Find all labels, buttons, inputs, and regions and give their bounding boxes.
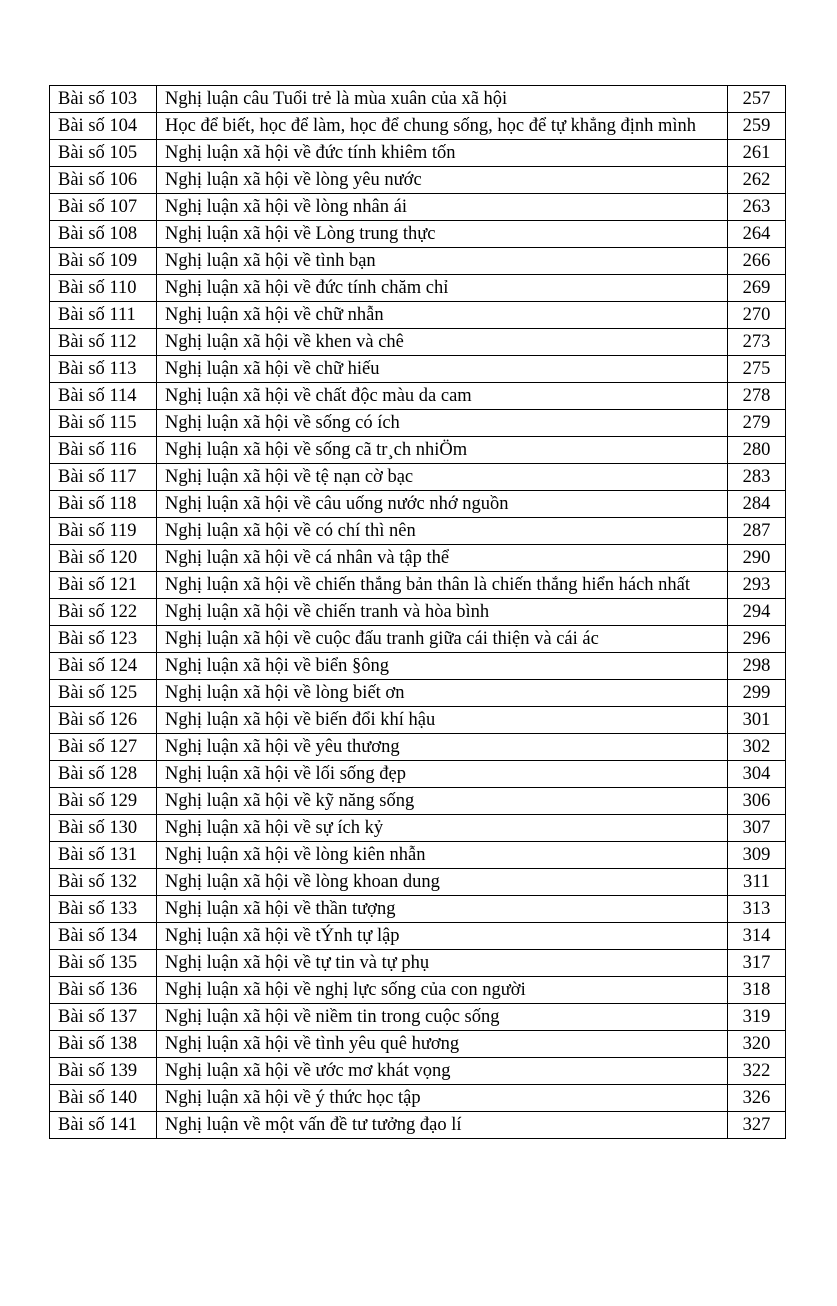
- entry-page: 280: [728, 437, 786, 464]
- entry-page: 313: [728, 896, 786, 923]
- toc-row: [50, 869, 786, 896]
- toc-row: [50, 194, 786, 221]
- entry-page: 259: [728, 113, 786, 140]
- entry-page: 270: [728, 302, 786, 329]
- entry-title: Nghị luận xã hội về khen và chê: [157, 329, 728, 356]
- toc-row: [50, 1112, 786, 1139]
- entry-page: 278: [728, 383, 786, 410]
- entry-number: Bài số 128: [50, 761, 157, 788]
- entry-page: 327: [728, 1112, 786, 1139]
- entry-title: Nghị luận xã hội về lòng nhân ái: [157, 194, 728, 221]
- toc-row: [50, 1031, 786, 1058]
- entry-title: Nghị luận xã hội về lòng yêu nước: [157, 167, 728, 194]
- toc-row: [50, 248, 786, 275]
- entry-number: Bài số 135: [50, 950, 157, 977]
- entry-page: 261: [728, 140, 786, 167]
- entry-title: Nghị luận xã hội về nghị lực sống của con người: [157, 977, 728, 1004]
- entry-title: Nghị luận xã hội về có chí thì nên: [157, 518, 728, 545]
- entry-title: Nghị luận về một vấn đề tư tưởng đạo lí: [157, 1112, 728, 1139]
- toc-row: [50, 437, 786, 464]
- entry-number: Bài số 116: [50, 437, 157, 464]
- entry-number: Bài số 118: [50, 491, 157, 518]
- toc-row: [50, 815, 786, 842]
- entry-title: Nghị luận xã hội về đức tính khiêm tốn: [157, 140, 728, 167]
- entry-number: Bài số 122: [50, 599, 157, 626]
- entry-page: 296: [728, 626, 786, 653]
- entry-page: 318: [728, 977, 786, 1004]
- entry-number: Bài số 125: [50, 680, 157, 707]
- entry-page: 311: [728, 869, 786, 896]
- entry-number: Bài số 134: [50, 923, 157, 950]
- entry-number: Bài số 123: [50, 626, 157, 653]
- toc-row: [50, 1058, 786, 1085]
- entry-page: 263: [728, 194, 786, 221]
- entry-title: Nghị luận xã hội về biển §ông: [157, 653, 728, 680]
- entry-title: Nghị luận xã hội về chất độc màu da cam: [157, 383, 728, 410]
- entry-title: Nghị luận xã hội về tệ nạn cờ bạc: [157, 464, 728, 491]
- entry-title: Nghị luận xã hội về Lòng trung thực: [157, 221, 728, 248]
- entry-page: 257: [728, 86, 786, 113]
- toc-row: [50, 86, 786, 113]
- toc-row: [50, 1085, 786, 1112]
- toc-row: [50, 167, 786, 194]
- entry-number: Bài số 114: [50, 383, 157, 410]
- entry-number: Bài số 117: [50, 464, 157, 491]
- entry-number: Bài số 119: [50, 518, 157, 545]
- entry-page: 306: [728, 788, 786, 815]
- toc-row: [50, 410, 786, 437]
- entry-page: 266: [728, 248, 786, 275]
- entry-page: 279: [728, 410, 786, 437]
- entry-number: Bài số 108: [50, 221, 157, 248]
- entry-title: Nghị luận xã hội về tình yêu quê hương: [157, 1031, 728, 1058]
- toc-row: [50, 383, 786, 410]
- toc-row: [50, 653, 786, 680]
- table-of-contents: [49, 85, 786, 1139]
- entry-number: Bài số 103: [50, 86, 157, 113]
- entry-title: Nghị luận xã hội về chiến thắng bản thân là chiến thắng hiển hách nhất: [157, 572, 728, 599]
- entry-number: Bài số 106: [50, 167, 157, 194]
- toc-row: [50, 491, 786, 518]
- entry-page: 322: [728, 1058, 786, 1085]
- entry-number: Bài số 112: [50, 329, 157, 356]
- toc-row: [50, 626, 786, 653]
- toc-row: [50, 572, 786, 599]
- entry-page: 275: [728, 356, 786, 383]
- entry-title: Nghị luận xã hội về sống cã tr¸ch nhiÖm: [157, 437, 728, 464]
- entry-number: Bài số 141: [50, 1112, 157, 1139]
- entry-title: Nghị luận xã hội về lối sống đẹp: [157, 761, 728, 788]
- toc-row: [50, 1004, 786, 1031]
- entry-title: Nghị luận xã hội về biến đổi khí hậu: [157, 707, 728, 734]
- entry-number: Bài số 138: [50, 1031, 157, 1058]
- toc-row: [50, 113, 786, 140]
- entry-number: Bài số 136: [50, 977, 157, 1004]
- entry-page: 298: [728, 653, 786, 680]
- entry-page: 269: [728, 275, 786, 302]
- entry-page: 262: [728, 167, 786, 194]
- entry-page: 304: [728, 761, 786, 788]
- entry-number: Bài số 137: [50, 1004, 157, 1031]
- entry-number: Bài số 107: [50, 194, 157, 221]
- toc-row: [50, 923, 786, 950]
- toc-row: [50, 734, 786, 761]
- entry-number: Bài số 132: [50, 869, 157, 896]
- entry-title: Nghị luận xã hội về chiến tranh và hòa bình: [157, 599, 728, 626]
- entry-title: Nghị luận xã hội về sống có ích: [157, 410, 728, 437]
- toc-row: [50, 680, 786, 707]
- entry-title: Học để biết, học để làm, học để chung sống, học để tự khẳng định mình: [157, 113, 728, 140]
- entry-page: 299: [728, 680, 786, 707]
- entry-title: Nghị luận xã hội về cuộc đấu tranh giữa cái thiện và cái ác: [157, 626, 728, 653]
- entry-title: Nghị luận xã hội về tÝnh tự lập: [157, 923, 728, 950]
- entry-number: Bài số 129: [50, 788, 157, 815]
- entry-number: Bài số 140: [50, 1085, 157, 1112]
- toc-row: [50, 356, 786, 383]
- entry-page: 290: [728, 545, 786, 572]
- toc-row: [50, 302, 786, 329]
- entry-title: Nghị luận xã hội về ý thức học tập: [157, 1085, 728, 1112]
- entry-page: 309: [728, 842, 786, 869]
- toc-row: [50, 761, 786, 788]
- entry-number: Bài số 124: [50, 653, 157, 680]
- entry-page: 283: [728, 464, 786, 491]
- entry-page: 264: [728, 221, 786, 248]
- entry-page: 326: [728, 1085, 786, 1112]
- entry-title: Nghị luận xã hội về tự tin và tự phụ: [157, 950, 728, 977]
- entry-number: Bài số 120: [50, 545, 157, 572]
- entry-page: 302: [728, 734, 786, 761]
- entry-title: Nghị luận xã hội về thần tượng: [157, 896, 728, 923]
- toc-row: [50, 977, 786, 1004]
- entry-number: Bài số 109: [50, 248, 157, 275]
- entry-title: Nghị luận xã hội về đức tính chăm chỉ: [157, 275, 728, 302]
- toc-row: [50, 842, 786, 869]
- entry-page: 314: [728, 923, 786, 950]
- toc-row: [50, 221, 786, 248]
- entry-number: Bài số 127: [50, 734, 157, 761]
- entry-number: Bài số 121: [50, 572, 157, 599]
- toc-body: [50, 86, 786, 1139]
- entry-number: Bài số 133: [50, 896, 157, 923]
- entry-title: Nghị luận xã hội về ước mơ khát vọng: [157, 1058, 728, 1085]
- entry-page: 307: [728, 815, 786, 842]
- entry-number: Bài số 126: [50, 707, 157, 734]
- toc-row: [50, 545, 786, 572]
- toc-row: [50, 140, 786, 167]
- entry-title: Nghị luận xã hội về cá nhân và tập thể: [157, 545, 728, 572]
- entry-title: Nghị luận xã hội về tình bạn: [157, 248, 728, 275]
- entry-page: 320: [728, 1031, 786, 1058]
- toc-row: [50, 950, 786, 977]
- entry-title: Nghị luận xã hội về chữ nhẫn: [157, 302, 728, 329]
- entry-page: 273: [728, 329, 786, 356]
- toc-row: [50, 464, 786, 491]
- entry-title: Nghị luận xã hội về sự ích kỷ: [157, 815, 728, 842]
- entry-number: Bài số 110: [50, 275, 157, 302]
- entry-title: Nghị luận xã hội về lòng biết ơn: [157, 680, 728, 707]
- toc-row: [50, 329, 786, 356]
- entry-number: Bài số 131: [50, 842, 157, 869]
- entry-number: Bài số 130: [50, 815, 157, 842]
- entry-title: Nghị luận câu Tuổi trẻ là mùa xuân của xã hội: [157, 86, 728, 113]
- entry-title: Nghị luận xã hội về chữ hiếu: [157, 356, 728, 383]
- entry-number: Bài số 104: [50, 113, 157, 140]
- entry-number: Bài số 111: [50, 302, 157, 329]
- entry-number: Bài số 113: [50, 356, 157, 383]
- entry-number: Bài số 105: [50, 140, 157, 167]
- toc-row: [50, 599, 786, 626]
- entry-page: 319: [728, 1004, 786, 1031]
- toc-row: [50, 518, 786, 545]
- entry-page: 301: [728, 707, 786, 734]
- toc-row: [50, 896, 786, 923]
- entry-page: 287: [728, 518, 786, 545]
- entry-page: 317: [728, 950, 786, 977]
- entry-title: Nghị luận xã hội về yêu thương: [157, 734, 728, 761]
- entry-page: 294: [728, 599, 786, 626]
- toc-row: [50, 707, 786, 734]
- entry-page: 284: [728, 491, 786, 518]
- toc-row: [50, 275, 786, 302]
- entry-page: 293: [728, 572, 786, 599]
- entry-title: Nghị luận xã hội về lòng khoan dung: [157, 869, 728, 896]
- entry-title: Nghị luận xã hội về câu uống nước nhớ nguồn: [157, 491, 728, 518]
- entry-number: Bài số 115: [50, 410, 157, 437]
- entry-title: Nghị luận xã hội về niềm tin trong cuộc sống: [157, 1004, 728, 1031]
- entry-title: Nghị luận xã hội về kỹ năng sống: [157, 788, 728, 815]
- entry-title: Nghị luận xã hội về lòng kiên nhẫn: [157, 842, 728, 869]
- toc-row: [50, 788, 786, 815]
- entry-number: Bài số 139: [50, 1058, 157, 1085]
